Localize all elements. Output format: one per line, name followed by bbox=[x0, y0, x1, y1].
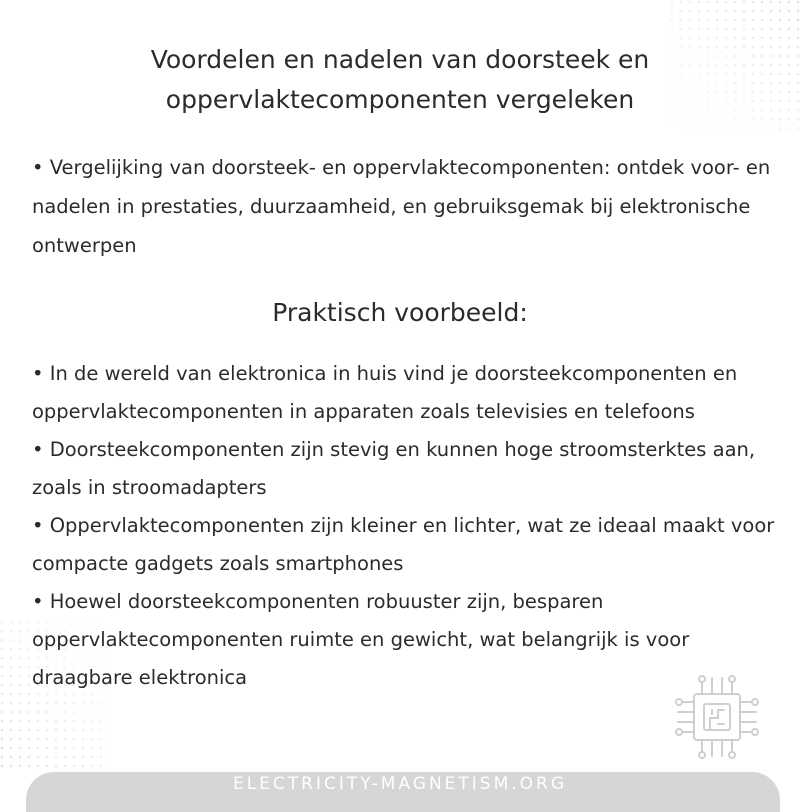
bullet-item: • In de wereld van elektronica in huis vind je doorsteekcomponenten en oppervlaktecomponenten in apparaten zoals televisies en telefoons bbox=[32, 362, 738, 423]
page-title bbox=[60, 40, 740, 120]
footer-website-link[interactable]: ELECTRICITY-MAGNETISM.ORG bbox=[232, 774, 568, 794]
title-line-1: Voordelen en nadelen van doorsteek en bbox=[150, 45, 650, 74]
intro-paragraph: • Vergelijking van doorsteek- en oppervlaktecomponenten: ontdek voor- en nadelen in prestaties, duurzaamheid, en gebruiksgemak bij elektronische ontwerpen bbox=[32, 156, 771, 257]
bullet-list bbox=[32, 355, 777, 697]
bullet-item: • Hoewel doorsteekcomponenten robuuster zijn, besparen oppervlaktecomponenten ruimte en gewicht, wat belangrijk is voor draagbare elektronica bbox=[32, 590, 690, 689]
bullet-item: • Oppervlaktecomponenten zijn kleiner en lichter, wat ze ideaal maakt voor compacte gadgets zoals smartphones bbox=[32, 514, 775, 575]
title-line-2: oppervlaktecomponenten vergeleken bbox=[165, 85, 635, 114]
circuit-chip-icon bbox=[668, 668, 766, 766]
bullet-item: • Doorsteekcomponenten zijn stevig en kunnen hoge stroomsterktes aan, zoals in stroomadapters bbox=[32, 438, 756, 499]
section-heading: Praktisch voorbeeld: bbox=[272, 298, 528, 327]
